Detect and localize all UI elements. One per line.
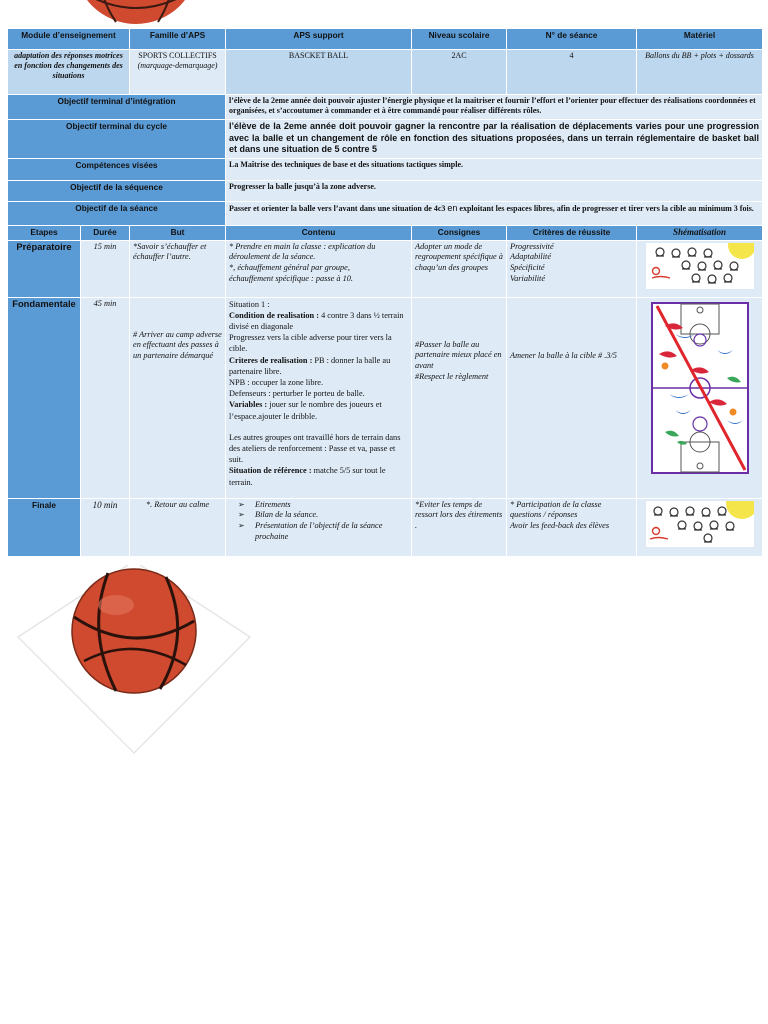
contenu-prep-line2: *, échauffement général par groupe, bbox=[229, 263, 350, 273]
objectif-integration-text: l’élève de la 2eme année doit pouvoir ajuster l’énergie physique et la maitriser et fournir l’effort et l’orienter pour effectuer des réalisations coordonnées et organisées, et s’accoutumer à commander et à être commandé pour réaliser différents rôles. bbox=[226, 95, 763, 120]
objectif-seance-part-a: Passer et orienter la balle vers l’avant dans une situation de 4c3 bbox=[229, 204, 446, 213]
reference-label: Situation de référence : bbox=[229, 466, 312, 476]
condition-label: Condition de realisation : bbox=[229, 310, 319, 320]
objectif-seance-text bbox=[226, 202, 763, 226]
col-etapes: Etapes bbox=[8, 226, 81, 241]
crit-prep-3: Spécificité bbox=[510, 263, 545, 273]
objectif-sequence-label: Objectif de la séquence bbox=[8, 181, 226, 202]
finale-item bbox=[238, 510, 408, 521]
objectif-seance-en: en bbox=[447, 203, 458, 213]
objectif-integration-label: Objectif terminal d’intégration bbox=[8, 95, 226, 120]
duree-fondamentale: 45 min bbox=[81, 297, 130, 498]
crit-fin-2: Avoir les feed-back des élèves bbox=[510, 521, 610, 531]
criteres-realisation bbox=[229, 355, 408, 377]
schema-preparatoire bbox=[637, 240, 763, 297]
criteres-label: Criteres de realisation : bbox=[229, 355, 313, 365]
col-schema: Shématisation bbox=[637, 226, 763, 241]
npb-text: NPB : occuper la zone libre. bbox=[229, 378, 324, 387]
duree-preparatoire: 15 min bbox=[81, 240, 130, 297]
col-consignes: Consignes bbox=[412, 226, 507, 241]
etape-fondamentale: Fondamentale bbox=[8, 297, 81, 498]
competences-text: La Maîtrise des techniques de base et des situations tactiques simple. bbox=[226, 159, 763, 181]
defenseurs-text: Defenseurs : perturber le porteu de balle. bbox=[229, 389, 365, 399]
objectif-seance-row bbox=[8, 202, 763, 226]
basketball-icon bbox=[16, 565, 252, 755]
consignes-finale: *Eviter les temps de ressort lors des étirements . bbox=[412, 498, 507, 556]
info-row bbox=[8, 50, 763, 95]
module-value: adaptation des réponses motrices en fonction des changements des situations bbox=[8, 50, 130, 95]
contenu-preparatoire bbox=[226, 240, 412, 297]
contenu-prep-line1: * Prendre en main la classe : explication du déroulement de la séance. bbox=[229, 241, 376, 262]
criteres-preparatoire bbox=[507, 240, 637, 297]
criteres-text: PB : donner la balle au partenaire libre. bbox=[229, 355, 391, 376]
aps-value: BASCKET BALL bbox=[226, 50, 412, 95]
but-finale: *. Retour au calme bbox=[130, 498, 226, 556]
consignes-preparatoire: Adopter un mode de regroupement spécifique à chaqu’un des groupes bbox=[412, 240, 507, 297]
col-duree: Durée bbox=[81, 226, 130, 241]
criteres-fondamentale: Amener la balle à la cible # .3/5 bbox=[507, 297, 637, 498]
variables-text: jouer sur le nombre des joueurs et l’espace.ajouter le dribble. bbox=[229, 400, 382, 421]
etape-finale: Finale bbox=[8, 498, 81, 556]
duree-finale: 10 min bbox=[81, 498, 130, 556]
condition-text: 4 contre 3 dans ½ terrain divisé en diagonale bbox=[229, 310, 404, 332]
etape-preparatoire: Préparatoire bbox=[8, 240, 81, 297]
finale-item bbox=[238, 521, 408, 543]
court-diagram bbox=[651, 302, 749, 474]
phase-finale-row bbox=[8, 498, 763, 556]
objectif-sequence-row bbox=[8, 181, 763, 202]
crit-prep-1: Progressivité bbox=[510, 241, 554, 251]
criteres-finale bbox=[507, 498, 637, 556]
variables bbox=[229, 399, 408, 421]
consigne-fond-2: #Respect le règlement bbox=[415, 372, 489, 382]
niveau-value: 2AC bbox=[412, 50, 507, 95]
finale-item-text: Etirements bbox=[255, 499, 291, 509]
seance-value: 4 bbox=[507, 50, 637, 95]
but-preparatoire: *Savoir s’échauffer et échauffer l’autre. bbox=[130, 240, 226, 297]
famille-header: Famille d’APS bbox=[130, 29, 226, 50]
schema-finale bbox=[637, 498, 763, 556]
situation-title: Situation 1 : bbox=[229, 299, 270, 309]
objectif-cycle-text: l’élève de la 2eme année doit pouvoir gagner la rencontre par la réalisation de déplacements varies pour une progression avec la balle et un changement de rôle en fonction des situations proposées, dans un terrain réglementaire de basket ball et dans une situation de 5 contre 5 bbox=[226, 120, 763, 159]
finale-item-text: Présentation de l’objectif de la séance prochaine bbox=[255, 521, 383, 542]
contenu-prep-line3: échauffement spécifique : passe à 10. bbox=[229, 274, 353, 284]
condition-realisation bbox=[229, 310, 408, 332]
crit-prep-2: Adaptabilité bbox=[510, 252, 552, 262]
finale-item bbox=[238, 499, 408, 511]
aps-header: APS support bbox=[226, 29, 412, 50]
lesson-plan-table bbox=[7, 28, 763, 557]
arrow-bullet-icon: ➢ bbox=[238, 510, 245, 520]
reference-text: matche 5/5 sur tout le terrain. bbox=[229, 466, 386, 487]
arrow-bullet-icon: ➢ bbox=[238, 521, 245, 531]
materiel-value: Ballons du BB + plots + dossards bbox=[637, 50, 763, 95]
col-contenu: Contenu bbox=[226, 226, 412, 241]
situation-reference bbox=[229, 465, 408, 487]
schema-fondamentale bbox=[637, 297, 763, 498]
col-criteres: Critères de réussite bbox=[507, 226, 637, 241]
objectif-seance-label: Objectif de la séance bbox=[8, 202, 226, 226]
famille-line1: SPORTS COLLECTIFS bbox=[138, 51, 217, 60]
objectif-seance-part-b: exploitant les espaces libres, afin de progresser et tirer vers la cible au minimum 3 fois. bbox=[459, 204, 754, 213]
but-fondamentale: # Arriver au camp adverse en effectuant des passes à un partenaire démarqué bbox=[130, 297, 226, 498]
objectif-cycle-row bbox=[8, 120, 763, 159]
contenu-finale bbox=[226, 498, 412, 556]
competences-label: Compétences visées bbox=[8, 159, 226, 181]
seance-header: N° de séance bbox=[507, 29, 637, 50]
consigne-fond-1: #Passer la balle au partenaire mieux placé en avant bbox=[415, 339, 502, 371]
niveau-header: Niveau scolaire bbox=[412, 29, 507, 50]
crit-prep-4: Variabilité bbox=[510, 274, 546, 284]
cooldown-players-sketch bbox=[646, 501, 754, 547]
materiel-header: Matériel bbox=[637, 29, 763, 50]
columns-header-row bbox=[8, 226, 763, 241]
finale-item-text: Bilan de la séance. bbox=[255, 510, 319, 520]
autres-groupes-text: Les autres groupes ont travaillé hors de terrain dans des ateliers de renforcement : Passe et va, passe et suit. bbox=[229, 432, 401, 465]
objectif-integration-row bbox=[8, 95, 763, 120]
basketball-icon bbox=[66, 0, 206, 28]
contenu-fondamentale bbox=[226, 297, 412, 498]
consignes-fondamentale bbox=[412, 297, 507, 498]
module-header: Module d’enseignement bbox=[8, 29, 130, 50]
finale-list bbox=[229, 500, 408, 543]
phase-preparatoire-row bbox=[8, 240, 763, 297]
objectif-sequence-text: Progresser la balle jusqu’à la zone adverse. bbox=[226, 181, 763, 202]
crit-fin-1: * Participation de la classe questions / réponses bbox=[510, 499, 602, 520]
warmup-players-sketch bbox=[646, 243, 754, 289]
col-but: But bbox=[130, 226, 226, 241]
phase-fondamentale-row bbox=[8, 297, 763, 498]
variables-label: Variables : bbox=[229, 400, 268, 410]
progress-text: Progressez vers la cible adverse pour tirer vers la cible. bbox=[229, 333, 392, 354]
famille-value bbox=[130, 50, 226, 95]
competences-row bbox=[8, 159, 763, 181]
spacer bbox=[229, 422, 408, 432]
arrow-bullet-icon: ➢ bbox=[238, 499, 245, 509]
objectif-cycle-label: Objectif terminal du cycle bbox=[8, 120, 226, 159]
header-row bbox=[8, 29, 763, 50]
famille-line2: (marquage-demarquage) bbox=[137, 61, 218, 71]
